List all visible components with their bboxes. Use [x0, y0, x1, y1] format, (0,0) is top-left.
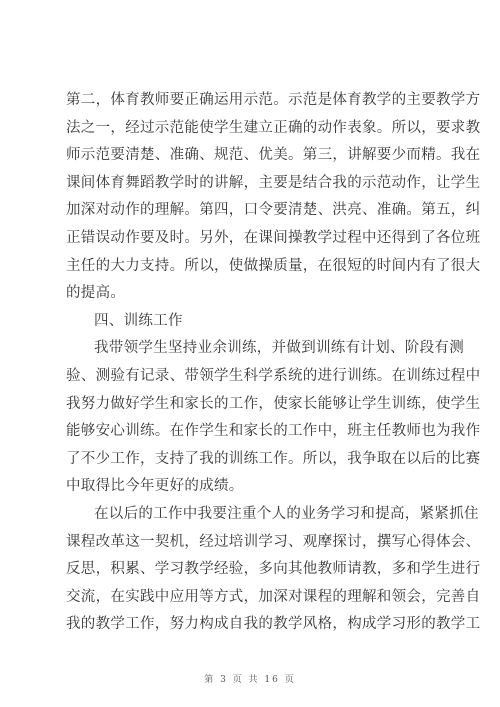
- text-line: 交流，在实践中应用等方式，加深对课程的理解和领会，完善自: [66, 588, 481, 605]
- document-body: [66, 87, 481, 639]
- text-line: 师示范要清楚、准确、规范、优美。第三，讲解要少而精。我在: [66, 147, 481, 164]
- text-line: 的提高。: [66, 285, 126, 302]
- text-line: 第二，体育教师要正确运用示范。示范是体育教学的主要教学方: [66, 92, 481, 108]
- text-line: 能够安心训练。在作学生和家长的工作中，班主任教师也为我作: [66, 423, 481, 440]
- text-line: 验、测验有记录、带领学生科学系统的进行训练。在训练过程中: [66, 367, 481, 384]
- text-line: 在以后的工作中我要注重个人的业务学习和提高，紧紧抓住: [94, 505, 479, 522]
- section-heading: 四、训练工作: [94, 312, 183, 329]
- text-line: 了不少工作，支持了我的训练工作。所以，我争取在以后的比赛: [66, 450, 481, 467]
- text-line: 加深对动作的理解。第四，口令要清楚、洪亮、准确。第五，纠: [66, 202, 481, 219]
- text-line: 中取得比今年更好的成绩。: [66, 478, 244, 495]
- text-line: 我的教学工作，努力构成自我的教学风格，构成学习形的教学工: [66, 616, 481, 633]
- text-line: 正错误动作要及时。另外，在课间操教学过程中还得到了各位班: [66, 229, 481, 246]
- text-line: 课间体育舞蹈教学时的讲解，主要是结合我的示范动作，让学生: [66, 174, 481, 191]
- text-line: 主任的大力支持。所以，使做操质量，在很短的时间内有了很大: [66, 257, 481, 274]
- text-line: 反思，积累、学习教学经验，多向其他教师请教，多和学生进行: [66, 561, 481, 578]
- text-line: 我带领学生坚持业余训练，并做到训练有计划、阶段有测: [94, 340, 464, 357]
- page-number-footer: 第 3 页 共 16 页: [204, 675, 296, 685]
- text-line: 我努力做好学生和家长的工作，使家长能够让学生训练，使学生: [66, 395, 481, 412]
- text-line: 法之一，经过示范能使学生建立正确的动作表象。所以，要求教: [66, 119, 481, 136]
- text-line: 课程改革这一契机，经过培训学习、观摩探讨，撰写心得体会、: [66, 533, 481, 550]
